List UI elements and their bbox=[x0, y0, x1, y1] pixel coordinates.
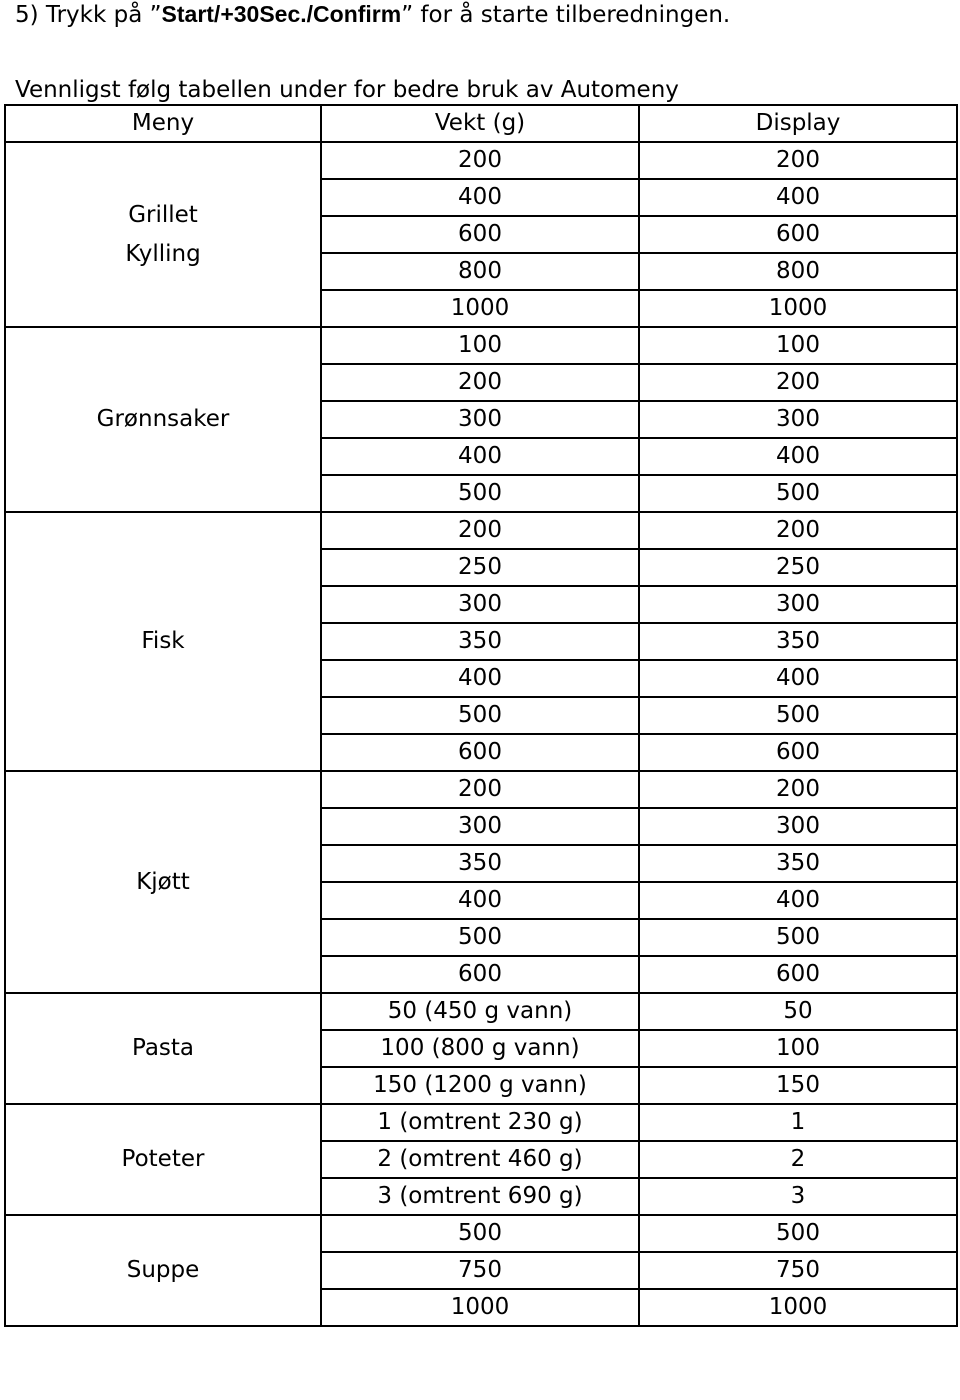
weight-cell: 50 (450 g vann) bbox=[321, 993, 639, 1030]
step-suffix: ” for å starte tilberedningen. bbox=[401, 2, 731, 28]
weight-cell: 400 bbox=[321, 179, 639, 216]
weight-cell: 600 bbox=[321, 216, 639, 253]
display-cell: 750 bbox=[639, 1252, 957, 1289]
table-row bbox=[5, 1215, 957, 1252]
weight-cell: 250 bbox=[321, 549, 639, 586]
display-cell: 200 bbox=[639, 512, 957, 549]
display-cell: 500 bbox=[639, 697, 957, 734]
display-cell: 2 bbox=[639, 1141, 957, 1178]
header-display: Display bbox=[639, 105, 957, 142]
weight-cell: 350 bbox=[321, 623, 639, 660]
automeny-table bbox=[4, 104, 958, 1327]
weight-cell: 300 bbox=[321, 401, 639, 438]
display-cell: 500 bbox=[639, 475, 957, 512]
menu-label: Kylling bbox=[125, 240, 201, 267]
weight-cell: 2 (omtrent 460 g) bbox=[321, 1141, 639, 1178]
weight-cell: 500 bbox=[321, 475, 639, 512]
menu-cell bbox=[5, 1104, 321, 1215]
weight-cell: 300 bbox=[321, 808, 639, 845]
weight-cell: 200 bbox=[321, 512, 639, 549]
weight-cell: 800 bbox=[321, 253, 639, 290]
weight-cell: 1 (omtrent 230 g) bbox=[321, 1104, 639, 1141]
weight-cell: 400 bbox=[321, 882, 639, 919]
display-cell: 500 bbox=[639, 1215, 957, 1252]
weight-cell: 150 (1200 g vann) bbox=[321, 1067, 639, 1104]
table-row bbox=[5, 327, 957, 364]
display-cell: 600 bbox=[639, 734, 957, 771]
table-body bbox=[5, 142, 957, 1326]
display-cell: 400 bbox=[639, 660, 957, 697]
weight-cell: 300 bbox=[321, 586, 639, 623]
weight-cell: 100 bbox=[321, 327, 639, 364]
display-cell: 100 bbox=[639, 327, 957, 364]
table-row bbox=[5, 771, 957, 808]
header-menu: Meny bbox=[5, 105, 321, 142]
display-cell: 200 bbox=[639, 364, 957, 401]
display-cell: 500 bbox=[639, 919, 957, 956]
weight-cell: 200 bbox=[321, 364, 639, 401]
display-cell: 150 bbox=[639, 1067, 957, 1104]
header-row bbox=[5, 105, 957, 142]
display-cell: 300 bbox=[639, 401, 957, 438]
display-cell: 400 bbox=[639, 179, 957, 216]
display-cell: 350 bbox=[639, 623, 957, 660]
display-cell: 400 bbox=[639, 882, 957, 919]
display-cell: 200 bbox=[639, 771, 957, 808]
display-cell: 600 bbox=[639, 216, 957, 253]
weight-cell: 600 bbox=[321, 956, 639, 993]
weight-cell: 350 bbox=[321, 845, 639, 882]
table-row bbox=[5, 993, 957, 1030]
menu-cell bbox=[5, 993, 321, 1104]
step-prefix: 5) Trykk på ” bbox=[15, 2, 162, 28]
weight-cell: 750 bbox=[321, 1252, 639, 1289]
display-cell: 1 bbox=[639, 1104, 957, 1141]
weight-cell: 400 bbox=[321, 438, 639, 475]
display-cell: 1000 bbox=[639, 1289, 957, 1326]
weight-cell: 100 (800 g vann) bbox=[321, 1030, 639, 1067]
display-cell: 50 bbox=[639, 993, 957, 1030]
display-cell: 600 bbox=[639, 956, 957, 993]
menu-cell bbox=[5, 512, 321, 771]
menu-label: Pasta bbox=[131, 1035, 195, 1061]
menu-label: Grillet bbox=[128, 201, 198, 228]
display-cell: 400 bbox=[639, 438, 957, 475]
menu-cell bbox=[5, 327, 321, 512]
weight-cell: 1000 bbox=[321, 290, 639, 327]
table-row bbox=[5, 1104, 957, 1141]
weight-cell: 400 bbox=[321, 660, 639, 697]
menu-label: Fisk bbox=[141, 628, 185, 654]
menu-label: Poteter bbox=[121, 1146, 205, 1172]
weight-cell: 500 bbox=[321, 1215, 639, 1252]
button-name: Start/+30Sec./Confirm bbox=[161, 1, 402, 27]
table-row bbox=[5, 512, 957, 549]
display-cell: 300 bbox=[639, 586, 957, 623]
instruction-step bbox=[15, 0, 730, 29]
weight-cell: 200 bbox=[321, 142, 639, 179]
table-intro: Vennligst følg tabellen under for bedre bruk av Automeny bbox=[15, 77, 679, 103]
weight-cell: 600 bbox=[321, 734, 639, 771]
menu-label: Grønnsaker bbox=[96, 406, 230, 432]
display-cell: 300 bbox=[639, 808, 957, 845]
header-weight: Vekt (g) bbox=[321, 105, 639, 142]
menu-cell bbox=[5, 771, 321, 993]
menu-label: Suppe bbox=[126, 1257, 200, 1283]
menu-cell bbox=[5, 142, 321, 327]
display-cell: 200 bbox=[639, 142, 957, 179]
menu-cell bbox=[5, 1215, 321, 1326]
weight-cell: 3 (omtrent 690 g) bbox=[321, 1178, 639, 1215]
display-cell: 100 bbox=[639, 1030, 957, 1067]
weight-cell: 1000 bbox=[321, 1289, 639, 1326]
table-row bbox=[5, 142, 957, 179]
display-cell: 3 bbox=[639, 1178, 957, 1215]
display-cell: 1000 bbox=[639, 290, 957, 327]
weight-cell: 200 bbox=[321, 771, 639, 808]
menu-label: Kjøtt bbox=[136, 868, 190, 895]
display-cell: 800 bbox=[639, 253, 957, 290]
display-cell: 250 bbox=[639, 549, 957, 586]
weight-cell: 500 bbox=[321, 919, 639, 956]
weight-cell: 500 bbox=[321, 697, 639, 734]
display-cell: 350 bbox=[639, 845, 957, 882]
